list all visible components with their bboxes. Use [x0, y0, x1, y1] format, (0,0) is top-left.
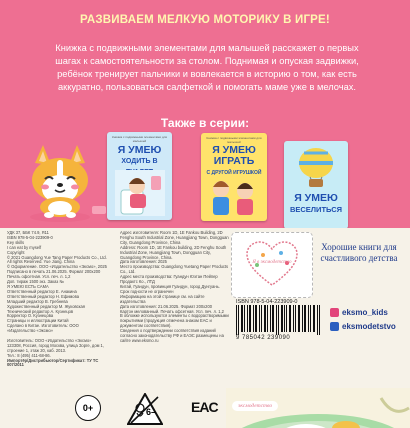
- flap-tab[interactable]: [92, 206, 106, 214]
- series-book-play[interactable]: [201, 133, 267, 221]
- bottom-row: [0, 385, 410, 428]
- balloon-illustration: [284, 141, 348, 191]
- plate-badge: эксмодетство: [232, 401, 278, 411]
- social-vk[interactable]: [330, 322, 396, 331]
- book-title-line3: С ДРУГОЙ ИГРУШКОЙ: [206, 170, 262, 176]
- headline: РАЗВИВАЕМ МЕЛКУЮ МОТОРИКУ В ИГРЕ!: [80, 14, 330, 26]
- vk-icon: [330, 322, 339, 331]
- book-title-line2: ВЕСЕЛИТЬСЯ: [289, 205, 343, 214]
- book-title-line1: Я УМЕЮ: [212, 144, 256, 156]
- book-title-line2: ХОДИТЬ В: [121, 158, 158, 165]
- book-head: Книжка с подвижными элементами для малышей: [112, 135, 167, 143]
- series-book-toilet[interactable]: [107, 132, 172, 220]
- isbn-label: ISBN 978-5-04-223909-0: [236, 299, 298, 305]
- social-label: eksmodetstvo: [342, 322, 396, 331]
- social-instagram[interactable]: [330, 308, 388, 317]
- small-parts-warning-icon: [127, 393, 163, 425]
- play-illustration: [209, 177, 259, 217]
- age-rating-badge: 0+: [75, 395, 101, 421]
- barcode-number: 9 785042 239090: [236, 335, 291, 341]
- imprint-left-bold: Импортёр/Дистрибьютор/Сертификат: ТУ ТС 007/2011: [7, 357, 99, 368]
- heart-stamp-icon: [245, 241, 299, 289]
- tagline: Хорошие книги для счастливого детства: [320, 242, 398, 263]
- postmark-text: Я в эксмодетство: [252, 260, 292, 265]
- imprint-area: [0, 228, 410, 428]
- series-title: Также в серии:: [160, 116, 250, 130]
- series-book-fun[interactable]: [284, 141, 348, 229]
- toilet-illustration: [115, 170, 165, 216]
- postmark-stamp: [231, 232, 313, 298]
- book-head: Книжка с подвижными элементами для малышей: [206, 136, 262, 144]
- social-label: eksmo_kids: [342, 308, 388, 317]
- imprint-left-text: УДК 37, ББК 74.9, Я11 ISBN 978-5-04-223909-0 Key skills I can eat by myself Copyright © 2021 Guangdong Yue Tang Paper Products Co., Ltd. All rights Reserved. Yue Jiang. China © Оформление. ООО «Издательство «Эксмо», 2025 Подписано в печать 21.06.2025. Формат 200x200 Печать офсетная. Усл. печ. л. 1,2 Доп. тираж 1500 экз. Заказ № Я УМЕЮ ЕСТЬ САМА Ответственный редактор Е. Анакина Ответственный редактор Н. Ефимова Младший редактор В. Гребнева Художественный редактор М. Жуковская Технический редактор А. Кузнецов Корректор О. Кузнецова Страницы и иллюстрации Китай Сделано в Китае. Изготовитель: ООО «Издательство «Эксмо» Изготовитель: ООО «Издательство «Эксмо» 123308, Россия, город Москва, улица Зорге, дом 1, строение 1, этаж 20, каб. 2013. Тел.: 8 (495) 411-68-86.: [7, 230, 107, 358]
- instagram-icon: [330, 308, 339, 317]
- imprint-left: [7, 231, 107, 368]
- warning-age-label: 6–: [146, 407, 157, 417]
- book-title-line1: Я УМЕЮ: [294, 192, 338, 204]
- book-title-line2: ИГРАТЬ: [213, 155, 255, 167]
- barcode: [236, 305, 321, 335]
- book-title-line1: Я УМЕЮ: [117, 144, 162, 156]
- description: Книжка с подвижными элементами для малышей расскажет о первых шагах к самостоятельности за столом. Поднимая и опуская задвижки, ребёнок тренирует пальчики и вовлекается в историю о том, как есть аккуратно, пользоваться салфеткой и помогать маме уже в мелочах.: [55, 43, 359, 92]
- imprint-right: Адрес изготовителя: Room 1D, 1E Fankou Building, 2D Fenghu South Industrial Zone, Huangjiang Town, Dongguan City, Guangdong Province, China Address: Room 1D, 1E Fankou building, 2D Fenghu South Industrial Zone, Huangjiang Town, Dongguan City, Guangdong Province, China. Дата изготовления: 2025 Место производства: Guangdong Yuetang Paper Products Co., Ltd. Адрес места производства: Гуандун Юэтан Пейпер Продактс Ко., ЛТД Китай, Гуандун, провинция Гуандун, город Дунгуань. Срок годности не ограничен Информацию на этой странице см. на сайте издательства Дата изготовления: 21.06.2025. Формат 200x200 Картон мелованный. Печать офсетная. Усл. печ. л. 1,2 В обложке используются элементы с водорастворимыми покрытиями (продукция отмечена знаком EAC и документом соответствия). Сведения о подтверждении соответствия изданий согласно законодательству РФ и ЕАЭС размещены на сайте www.eksmo.ru: [120, 230, 229, 343]
- eac-mark: EAC: [191, 399, 218, 415]
